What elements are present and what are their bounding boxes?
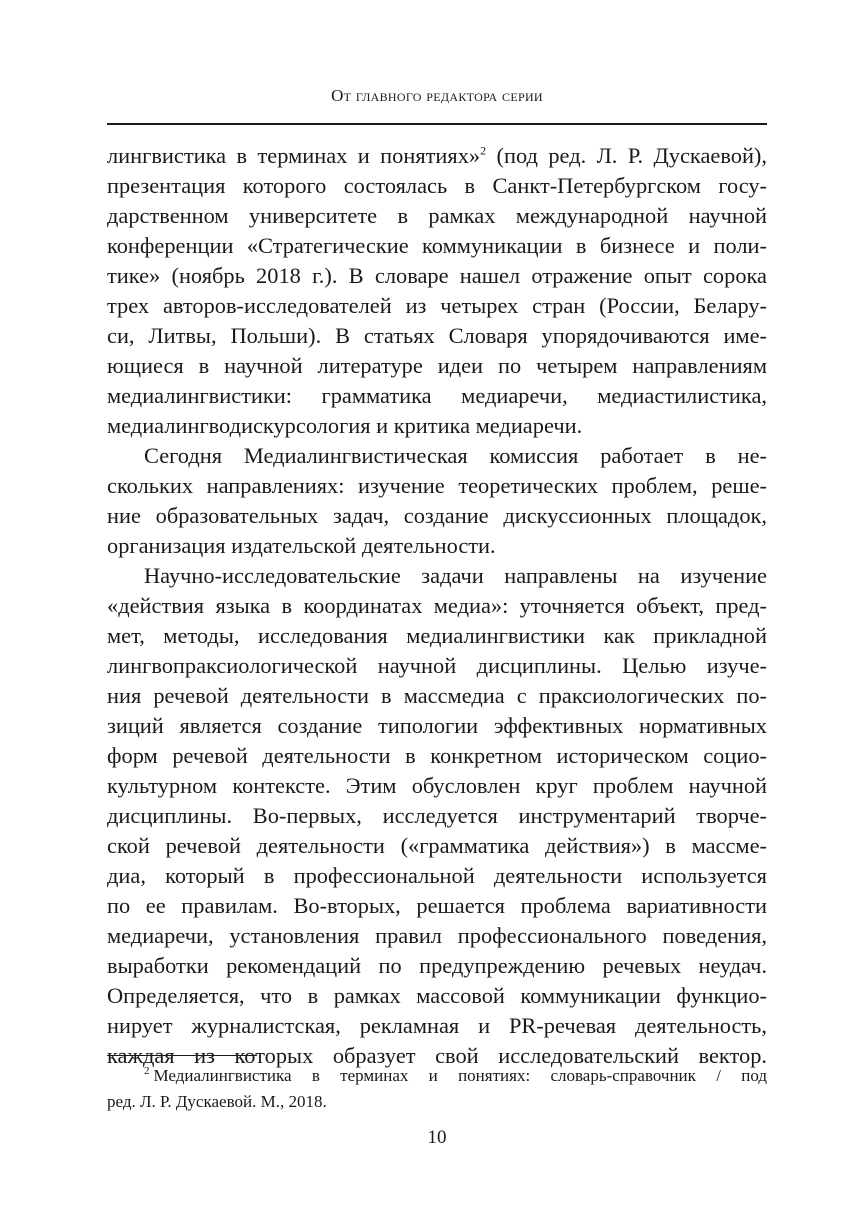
text-line: конференции «Стратегические коммуникации в бизнесе и поли- <box>107 233 767 258</box>
footnote-ref[interactable]: 2 <box>480 143 487 158</box>
text-line: дисциплины. Во-первых, исследуется инструментарий творче- <box>107 803 767 828</box>
body-text <box>107 141 767 1071</box>
page-number: 10 <box>427 1127 447 1148</box>
footnote-line: ред. Л. Р. Дускаевой. М., 2018. <box>107 1092 327 1111</box>
text-line: Определяется, что в рамках массовой коммуникации функцио- <box>107 983 767 1008</box>
text-line: лингвопраксиологической научной дисциплины. Целью изуче- <box>107 653 767 678</box>
text-line: диа, который в профессиональной деятельности используется <box>107 863 767 888</box>
text-line: выработки рекомендаций по предупреждению речевых неудач. <box>107 953 767 978</box>
text-line: зиций является создание типологии эффективных нормативных <box>107 713 767 738</box>
text-line: «действия языка в координатах медиа»: уточняется объект, пред- <box>107 593 767 618</box>
text-line: дарственном университете в рамках международной научной <box>107 203 767 228</box>
text-line-part: лингвистика в терминах и понятиях» <box>107 143 481 168</box>
footnote-line <box>107 1063 767 1089</box>
text-line: мет, методы, исследования медиалингвистики как прикладной <box>107 623 767 648</box>
text-line: Сегодня Медиалингвистическая комиссия работает в не- <box>144 443 767 468</box>
text-line: организация издательской деятельности. <box>107 533 496 558</box>
footnote-text: Медиалингвистика в терминах и понятиях: словарь-справочник / под <box>153 1066 767 1085</box>
footnote-number: 2 <box>144 1065 150 1078</box>
footnote <box>107 1063 767 1115</box>
text-line: тике» (ноябрь 2018 г.). В словаре нашел отражение опыт сорока <box>107 263 767 288</box>
text-line-part: (под ред. Л. Р. Дускаевой), <box>486 143 767 168</box>
text-line: ской речевой деятельности («грамматика действия») в массме- <box>107 833 767 858</box>
text-line <box>107 141 767 171</box>
text-line: скольких направлениях: изучение теоретических проблем, реше- <box>107 473 767 498</box>
text-line: нирует журналистская, рекламная и PR-речевая деятельность, <box>107 1013 767 1038</box>
text-line: ющиеся в научной литературе идеи по четырем направлениям <box>107 353 767 378</box>
text-line: Научно-исследовательские задачи направлены на изучение <box>144 563 767 588</box>
text-line: си, Литвы, Польши). В статьях Словаря упорядочиваются име- <box>107 323 767 348</box>
footnote-rule <box>107 1055 257 1056</box>
text-line: ния речевой деятельности в массмедиа с праксиологических по- <box>107 683 767 708</box>
text-line: медиаречи, установления правил профессионального поведения, <box>107 923 767 948</box>
text-line: трех авторов-исследователей из четырех стран (России, Белару- <box>107 293 767 318</box>
running-head: От главного редактора серии <box>331 86 543 105</box>
text-line: презентация которого состоялась в Санкт-Петербургском госу- <box>107 173 767 198</box>
text-line: культурном контексте. Этим обусловлен круг проблем научной <box>107 773 767 798</box>
text-line: медиалингводискурсология и критика медиаречи. <box>107 413 583 438</box>
text-line: ние образовательных задач, создание дискуссионных площадок, <box>107 503 767 528</box>
text-line: медиалингвистики: грамматика медиаречи, медиастилистика, <box>107 383 767 408</box>
text-line: форм речевой деятельности в конкретном историческом социо- <box>107 743 767 768</box>
text-line: каждая из которых образует свой исследовательский вектор. <box>107 1043 767 1068</box>
text-line: по ее правилам. Во-вторых, решается проблема вариативности <box>107 893 767 918</box>
header-rule <box>107 123 767 125</box>
